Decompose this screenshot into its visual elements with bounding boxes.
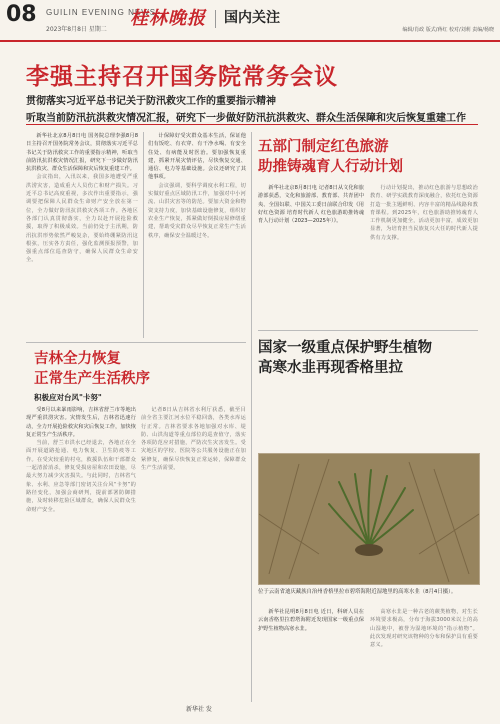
jilin-column-2 <box>141 406 246 704</box>
lead-body-text-2: 计保障好受灾群众基本生活，保证他们有饭吃、有衣穿、有干净水喝、有安全住处、有病能及时医治。要加强恢复重建，抓紧开展灾情评估，尽快恢复交通、通信、电力等基础设施。会议还研究了其他事项。 <box>148 133 246 181</box>
lead-rule <box>26 124 478 125</box>
section-rule <box>26 342 246 343</box>
jilin-kicker: 积极应对台风"卡努" <box>34 393 102 402</box>
section-rule <box>258 330 478 331</box>
plant-column-2 <box>370 608 478 704</box>
lead-body-filler-1: 会议指出，入汛以来，我国多地遭受严重洪涝灾害，造成重大人员伤亡和财产损失。习近平总书记高度重视，多次作出重要指示，强调要把保障人民群众生命财产安全放在第一位，全力做好防汛抗洪救灾各项工作。各地区各部门认真贯彻落实，全力以赴开展抢险救援，取得了积极成效。当前仍处于主汛期，防汛抗洪形势依然严峻复杂，要始终绷紧防汛这根弦，压实各方责任，强化监测预报预警，加强重点部位巡查防守，确保人民群众生命安全。 <box>26 174 138 264</box>
tourism-body-text: 新华社北京8月8日电 记者8日从文化和旅游部获悉，文化和旅游部、教育部、共青团中央、全国妇联、中国关工委日前联合印发《用好红色资源 培育时代新人 红色旅游助推铸魂育人行动计划（2023—2025年）》。 <box>258 185 364 225</box>
masthead <box>0 0 500 42</box>
jilin-headline-2: 正常生产生活秩序 <box>34 371 150 387</box>
jilin-body-filler-1: 当前，舒兰市洪水已经退去，各地正在全面开展道路抢通、电力恢复、卫生防疫等工作。在受灾较重的村屯，救援队伍和干部群众一起清淤消杀，修复受损房屋和农田设施，尽最大努力减少灾害损失。与此同时，吉林省气象、水利、应急等部门密切关注台风“卡努”的路径变化，加强会商研判，提前部署防御措施，及时转移危险区域群众，确保人民群众生命财产安全。 <box>26 440 136 513</box>
page-number: 08 <box>6 2 37 27</box>
plant-body-filler: 高寒水韭是一种古老的蕨类植物，对生长环境要求极高，分布于海拔3000米以上的高山湿地中，被誉为湿地环境的“指示植物”。此次发现对研究该物种的分布和保护具有重要意义。 <box>370 609 478 649</box>
tourism-body-filler: 行动计划提出，推动红色旅游与思想政治教育、研学实践教育深度融合，依托红色资源打造一批主题鲜明、内容丰富的精品线路和教育课程。到2025年，红色旅游助推铸魂育人工作机制更加健全，活动更加丰富，成效更加显著，为培育担当民族复兴大任的时代新人提供有力支撑。 <box>370 185 478 241</box>
lead-subhead-2: 听取当前防汛抗洪救灾情况汇报，研究下一步做好防汛抗洪救灾、群众生活保障和灾后恢复重建工作 <box>26 113 466 124</box>
plant-column-1 <box>258 608 364 704</box>
tourism-column-2 <box>370 184 478 324</box>
lead-column-1 <box>26 132 138 338</box>
section-title: 国内关注 <box>224 10 280 26</box>
lead-body-text-1: 新华社北京8月8日电 国务院总理李强8月8日主持召开国务院常务会议，贯彻落实习近平总书记关于防汛救灾工作的重要指示精神，听取当前防汛抗洪救灾情况汇报，研究下一步做好防汛抗洪救灾、群众生活保障和灾后恢复重建工作。 <box>26 133 138 173</box>
masthead-divider <box>215 10 216 28</box>
lead-column-2 <box>148 132 246 338</box>
issue-date: 2023年8月8日 星期二 <box>46 26 107 33</box>
photo-caption: 位于云南省迪庆藏族自治州香格里拉市碧塔海附近湿地里的高寒水韭（8月4日摄）。 <box>258 589 457 595</box>
lead-subhead-1: 贯彻落实习近平总书记关于防汛救灾工作的重要指示精神 <box>26 96 276 107</box>
jilin-headline-1: 吉林全力恢复 <box>34 351 121 367</box>
jilin-body-text: 受8月以来暴雨影响，吉林省舒兰市等地出现严重洪涝灾害。灾情发生后，吉林省迅速行动，全力开展抢险救灾和灾后恢复工作，加快恢复正常生产生活秩序。 <box>26 407 136 438</box>
column-divider <box>143 132 144 338</box>
plant-photo <box>258 453 480 585</box>
plant-headline-1: 国家一级重点保护野生植物 <box>258 340 432 356</box>
tourism-headline-1: 五部门制定红色旅游 <box>258 139 389 155</box>
tourism-column-1 <box>258 184 364 324</box>
plant-headline-2: 高寒水韭再现香格里拉 <box>258 360 403 376</box>
jilin-body-filler-2: 记者8日从吉林省水利厅获悉，截至目前全省主要江河水位平稳回落，各类水库运行正常。吉林省要求各地加强对水库、堤防、山洪沟道等重点部位的巡查值守，落实各项防范应对措施，严防次生灾害发生。受灾地区的学校、医院等公共服务设施正在加紧修复，确保尽快恢复正常运转，保障群众生产生活需要。 <box>141 407 246 472</box>
english-name: GUILIN EVENING NEWS <box>46 8 157 17</box>
photo-credit: 新华社 发 <box>186 706 212 713</box>
jilin-column-1 <box>26 406 136 704</box>
lead-headline: 李强主持召开国务院常务会议 <box>26 64 338 90</box>
lead-body-filler-2: 会议强调，要科学调度水利工程，切实做好重点区域防汛工作，加强对中小河流、山洪灾害等的防范。要加大资金和物资支持力度，加快基础设施修复，组织好农业生产恢复，抓紧做好倒损房屋修缮重建，帮助受灾群众尽早恢复正常生产生活秩序，确保安全温暖过冬。 <box>148 182 246 239</box>
column-divider <box>251 132 252 702</box>
tourism-headline-2: 助推铸魂育人行动计划 <box>258 159 403 175</box>
plant-body-text: 新华社昆明8月8日电 近日，科研人员在云南香格里拉碧塔海附近发现国家一级重点保护野生植物高寒水韭。 <box>258 609 364 632</box>
editor-credits: 编辑/肖政 版式/蒋红 校对/刘莉 责编/杨晓 <box>402 27 494 33</box>
newspaper-logo: 桂林晚报 <box>130 8 206 29</box>
quillwort-illustration <box>259 454 479 584</box>
